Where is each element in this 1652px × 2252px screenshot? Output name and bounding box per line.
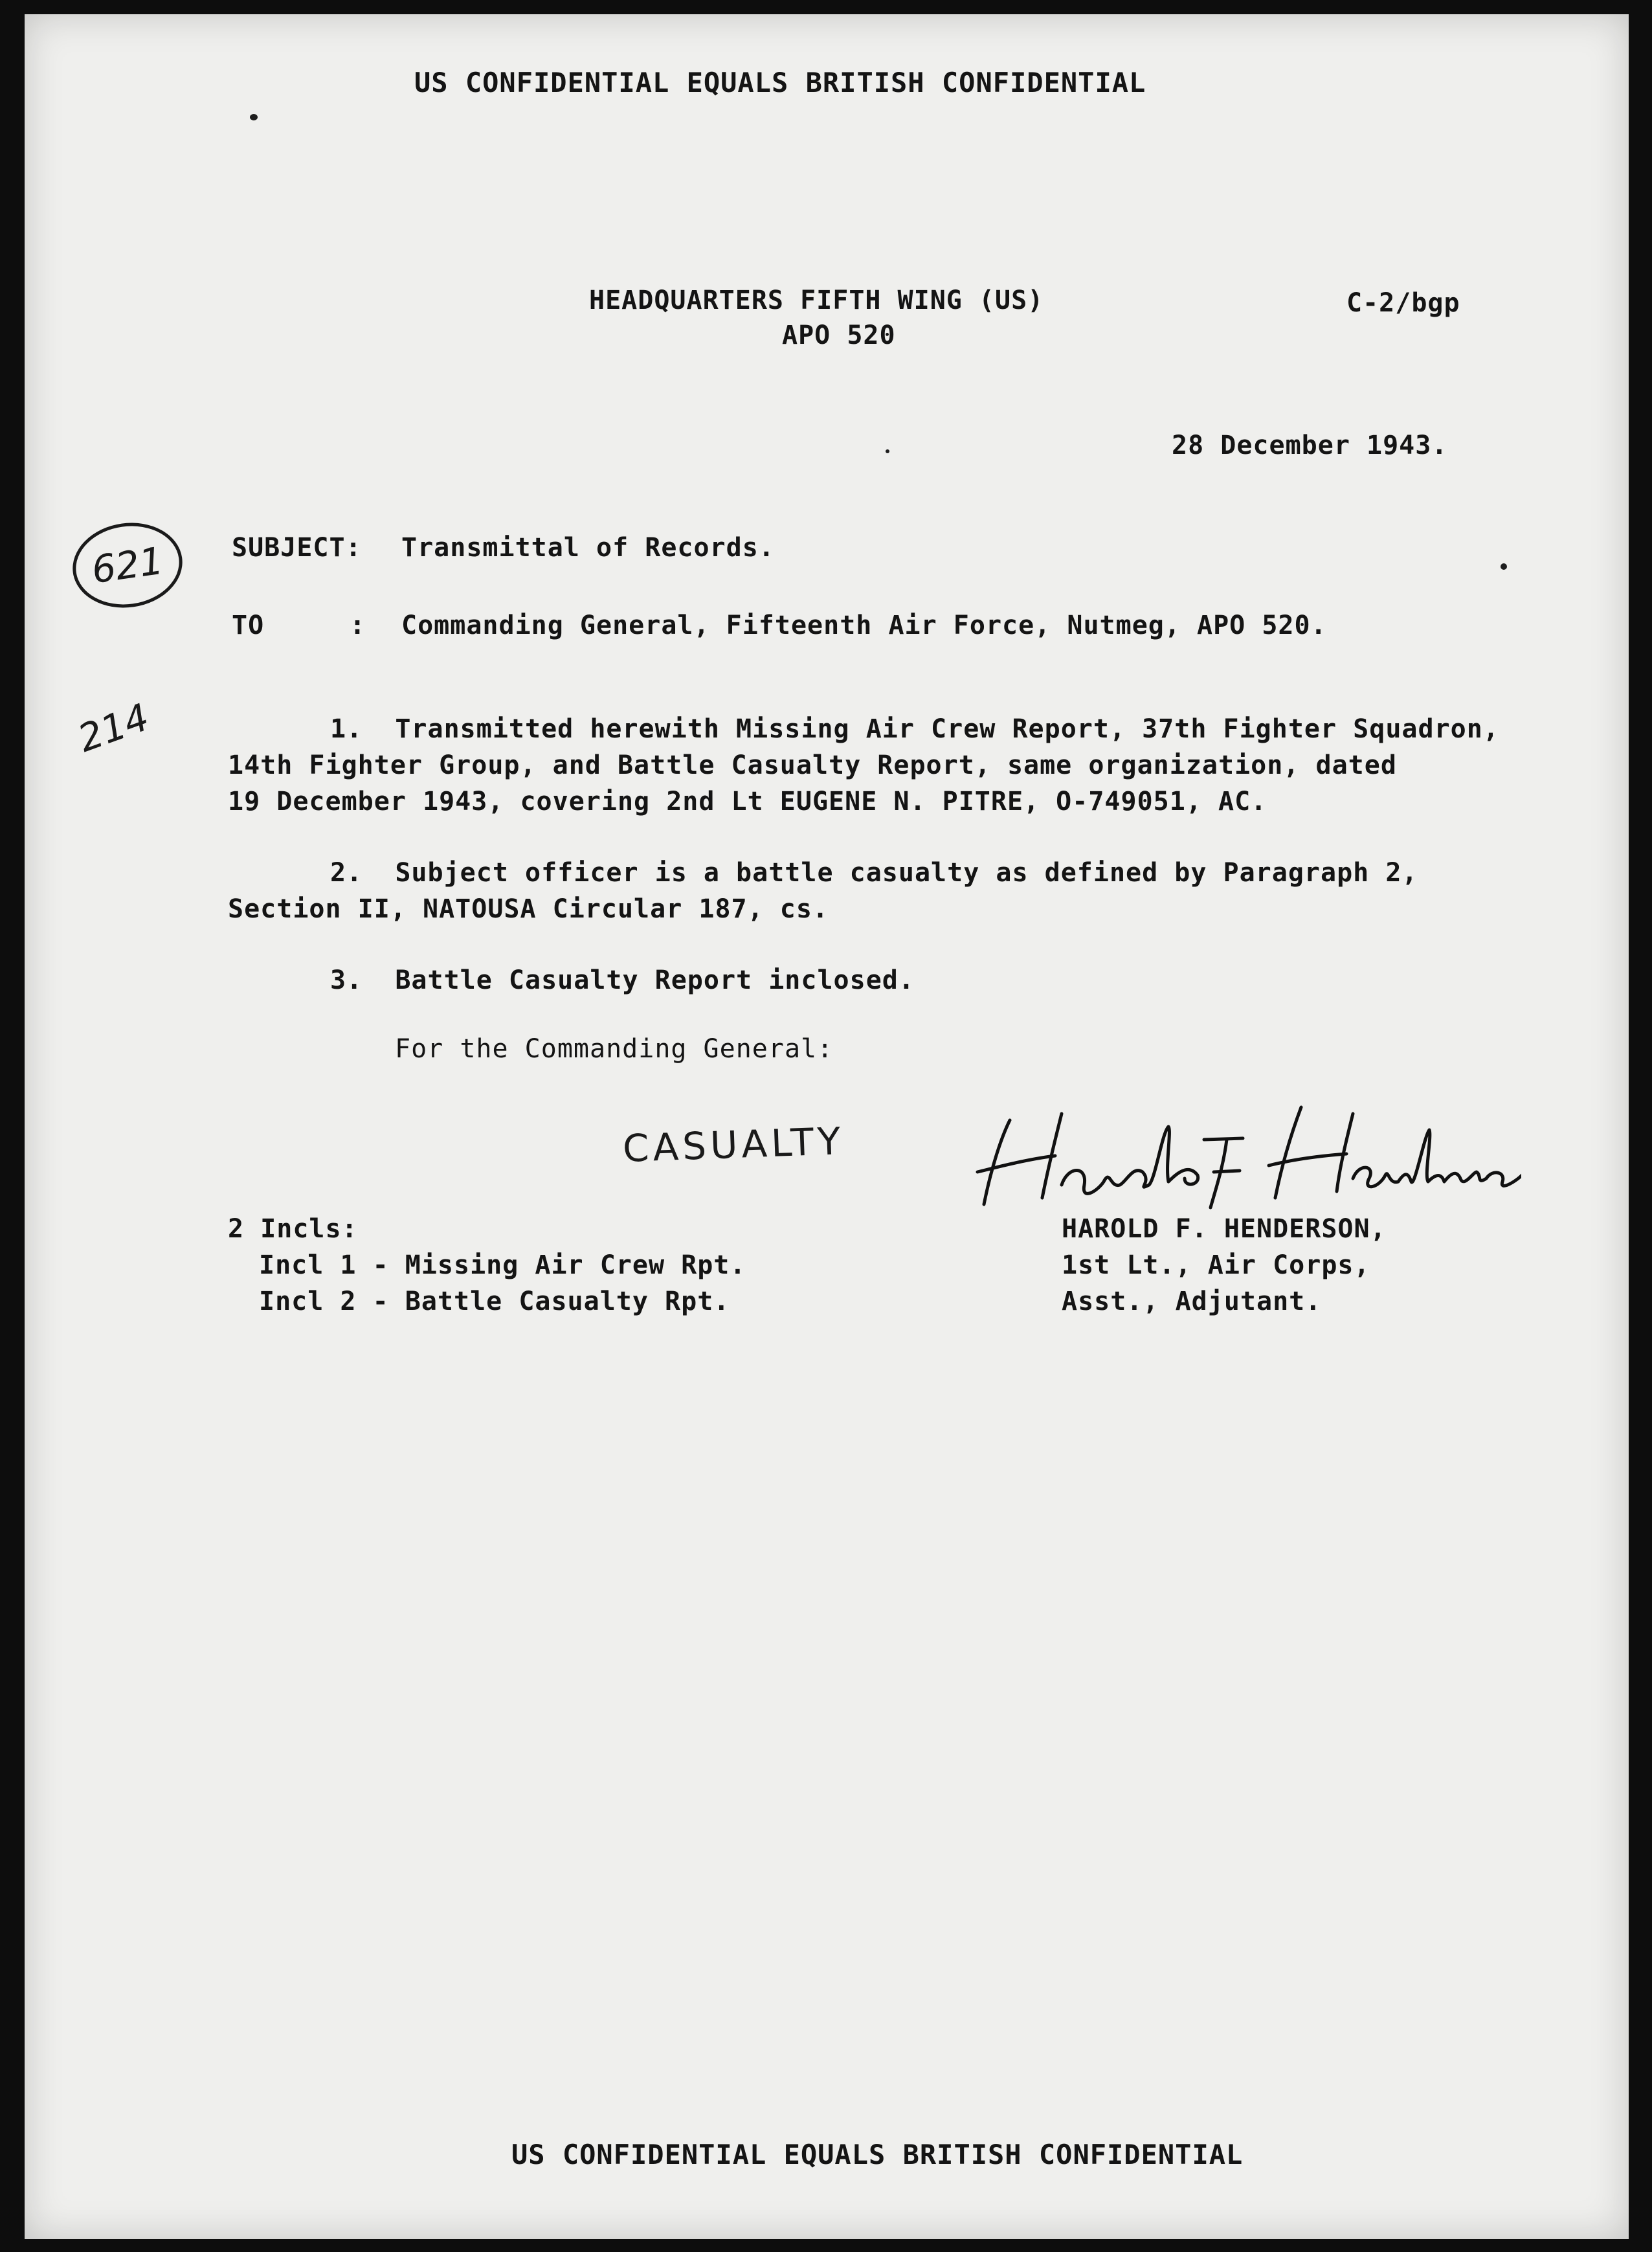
enclosure-item: Incl 1 - Missing Air Crew Rpt. bbox=[259, 1250, 746, 1280]
signer-title: Asst., Adjutant. bbox=[1062, 1287, 1322, 1316]
to-text: Commanding General, Fifteenth Air Force, Nutmeg, APO 520. bbox=[401, 611, 1327, 640]
subject-text: Transmittal of Records. bbox=[401, 533, 775, 563]
classification-top: US CONFIDENTIAL EQUALS BRITISH CONFIDENTIAL bbox=[414, 67, 1146, 98]
signer-rank: 1st Lt., Air Corps, bbox=[1062, 1250, 1370, 1280]
file-reference: C-2/bgp bbox=[1346, 288, 1460, 318]
casualty-handwritten-stamp: CASUALTY bbox=[621, 1119, 845, 1171]
signer-name: HAROLD F. HENDERSON, bbox=[1062, 1214, 1387, 1244]
scan-speck bbox=[250, 114, 258, 120]
paragraph-2-line-2: Section II, NATOUSA Circular 187, cs. bbox=[228, 894, 829, 924]
scan-speck bbox=[886, 449, 889, 453]
for-commanding-general: For the Commanding General: bbox=[395, 1034, 834, 1064]
handwritten-signature bbox=[965, 1094, 1521, 1217]
document-date: 28 December 1943. bbox=[1172, 431, 1448, 460]
scan-speck bbox=[1501, 563, 1507, 570]
to-colon: : bbox=[350, 611, 366, 640]
paragraph-1-line-2: 14th Fighter Group, and Battle Casualty Report, same organization, dated bbox=[228, 750, 1397, 780]
unit-heading: HEADQUARTERS FIFTH WING (US) bbox=[589, 286, 1044, 315]
paragraph-2-line-1: 2. Subject officer is a battle casualty as defined by Paragraph 2, bbox=[330, 858, 1418, 888]
circled-handwritten-number: 621 bbox=[67, 516, 188, 614]
margin-handwritten-number: 214 bbox=[72, 695, 155, 761]
to-label: TO bbox=[232, 611, 265, 640]
apo-heading: APO 520 bbox=[782, 321, 896, 350]
paragraph-1-line-3: 19 December 1943, covering 2nd Lt EUGENE N. PITRE, O-749051, AC. bbox=[228, 787, 1267, 816]
paragraph-3: 3. Battle Casualty Report inclosed. bbox=[330, 965, 915, 995]
paragraph-1-line-1: 1. Transmitted herewith Missing Air Crew Report, 37th Fighter Squadron, bbox=[330, 714, 1499, 744]
subject-label: SUBJECT: bbox=[232, 533, 362, 563]
classification-bottom: US CONFIDENTIAL EQUALS BRITISH CONFIDENTIAL bbox=[511, 2139, 1244, 2170]
enclosure-count: 2 Incls: bbox=[228, 1214, 358, 1244]
enclosure-item: Incl 2 - Battle Casualty Rpt. bbox=[259, 1287, 730, 1316]
